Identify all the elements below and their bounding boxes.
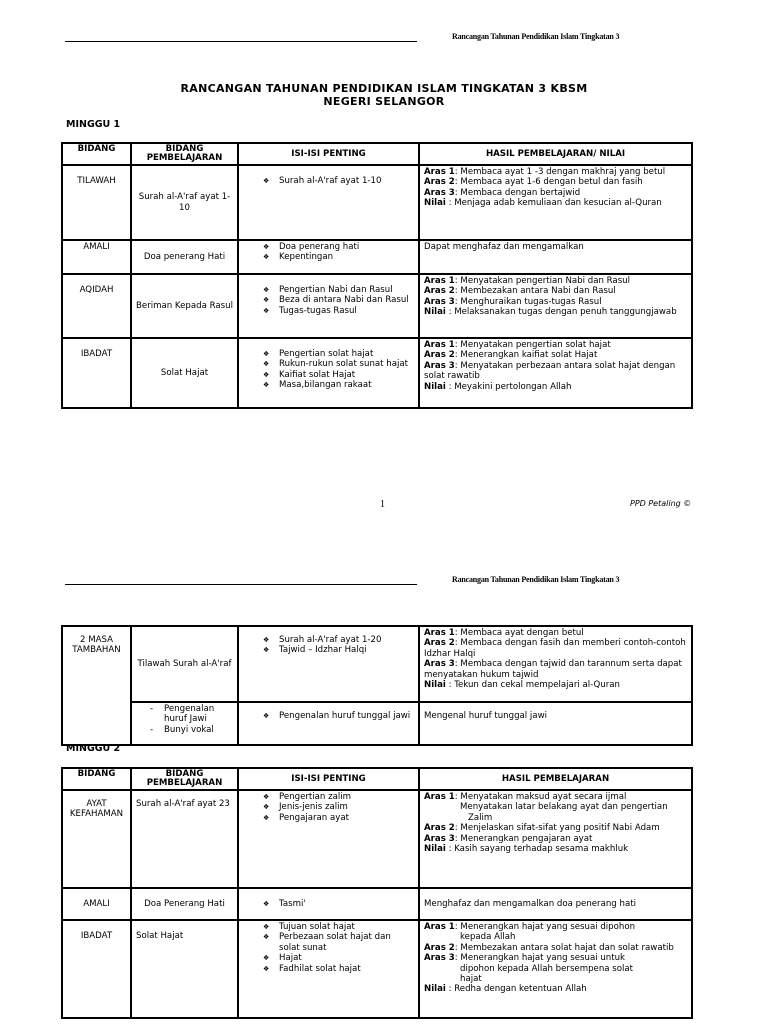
col-header-isi: ISI-ISI PENTING: [238, 143, 419, 165]
col-header-bidang-pembelajaran: BIDANG PEMBELAJARAN: [131, 768, 238, 790]
cell-hasil: [419, 920, 692, 1018]
header-rule: [65, 584, 417, 585]
cell-hasil: [419, 790, 692, 888]
week-2-table: [61, 767, 693, 1019]
header-rule: [65, 41, 417, 42]
list-item: ❖ Surah al-A'raf ayat 1-20: [263, 635, 414, 645]
hasil-line: kepada Allah: [460, 932, 516, 943]
list-item: ❖ Perbezaan solat hajat dan solat sunat: [263, 932, 414, 953]
hasil-line: Zalim: [468, 812, 493, 823]
cell-bidang-pembelajaran: Solat Hajat: [131, 920, 238, 1018]
hasil-line: Aras 1: Membaca ayat dengan betul: [424, 628, 584, 638]
hasil-line: Aras 3: Membaca dengan tajwid dan tarannum serta dapat menyatakan hukum tajwid: [424, 659, 682, 680]
hasil-line: Nilai : Melaksanakan tugas dengan penuh tanggungjawab: [424, 307, 677, 318]
hasil-line: Aras 3: Menerangkan pengajaran ayat: [424, 833, 593, 844]
week-1-table: [61, 142, 693, 409]
list-item: ❖ Pengertian solat hajat: [263, 349, 414, 359]
hasil-line: Aras 2: Menjelaskan sifat-sifat yang positif Nabi Adam: [424, 823, 660, 834]
list-item: ❖ Hajat: [263, 953, 414, 963]
list-item: - Pengenalan huruf Jawi: [150, 704, 233, 725]
hasil-line: Aras 2: Membezakan antara Nabi dan Rasul: [424, 286, 616, 297]
cell-bidang: IBADAT: [62, 338, 131, 408]
hasil-line: Nilai : Kasih sayang terhadap sesama makhluk: [424, 844, 629, 855]
hasil-line: Aras 2: Membaca dengan fasih dan memberi contoh-contoh Idzhar Halqi: [424, 638, 686, 659]
hasil-line: Aras 1: Menyatakan pengertian Nabi dan Rasul: [424, 276, 631, 286]
list-item: ❖ Jenis-jenis zalim: [263, 802, 414, 812]
list-item: ❖ Pengertian Nabi dan Rasul: [263, 285, 414, 295]
cell-hasil: [419, 888, 692, 920]
running-title: Rancangan Tahunan Pendidikan Islam Tingkatan 3: [452, 575, 620, 584]
hasil-line: Aras 1: Membaca ayat 1 -3 dengan makhraj yang betul: [424, 167, 666, 177]
list-item: - Bunyi vokal: [150, 725, 233, 735]
cell-hasil: [419, 626, 692, 702]
list-item: ❖ Kaifiat solat Hajat: [263, 370, 414, 380]
list-item: ❖ Pengajaran ayat: [263, 813, 414, 823]
list-item: ❖ Tasmi': [263, 899, 414, 909]
week-1-label: MINGGU 1: [66, 119, 121, 130]
title-line-2: NEGERI SELANGOR: [323, 95, 445, 108]
cell-bidang: IBADAT: [62, 920, 131, 1018]
hasil-line: Aras 1: Menyatakan pengertian solat hajat: [424, 340, 611, 350]
cell-hasil: [419, 274, 692, 338]
hasil-line: Menyatakan latar belakang ayat dan pengertian: [460, 802, 668, 813]
hasil-line: hajat: [460, 974, 482, 985]
cell-isi: [238, 920, 419, 1018]
list-item: ❖ Tajwid – Idzhar Halqi: [263, 645, 414, 655]
list-item: ❖ Tujuan solat hajat: [263, 922, 414, 932]
hasil-line: Menghafaz dan mengamalkan doa penerang hati: [424, 898, 636, 909]
cell-hasil: [419, 165, 692, 240]
cell-bidang: AMALI: [62, 240, 131, 274]
list-item: ❖ Kepentingan: [263, 252, 414, 262]
list-item: ❖ Pengertian zalim: [263, 792, 414, 802]
cell-bidang: AYAT KEFAHAMAN: [62, 790, 131, 888]
cell-isi: [238, 274, 419, 338]
col-header-hasil: HASIL PEMBELAJARAN/ NILAI: [419, 143, 692, 165]
cell-bidang-pembelajaran: Surah al-A'raf ayat 1-10: [131, 165, 238, 240]
hasil-line: Nilai : Menjaga adab kemuliaan dan kesucian al-Quran: [424, 198, 662, 209]
table-row: [62, 790, 692, 888]
cell-bidang-pembelajaran: Tilawah Surah al-A'raf: [131, 626, 238, 702]
list-item: ❖ Pengenalan huruf tunggal jawi: [263, 711, 414, 721]
week-2-label: MINGGU 2: [66, 743, 121, 754]
table-row: [62, 702, 692, 745]
table-row: [62, 888, 692, 920]
cell-bidang-pembelajaran: Beriman Kepada Rasul: [131, 274, 238, 338]
cell-bidang: AQIDAH: [62, 274, 131, 338]
page-number: 1: [380, 499, 385, 510]
col-header-bidang: BIDANG: [62, 768, 131, 790]
cell-isi: [238, 702, 419, 745]
hasil-line: Nilai : Tekun dan cekal mempelajari al-Quran: [424, 680, 620, 691]
list-item: ❖ Masa,bilangan rakaat: [263, 380, 414, 390]
cell-hasil: [419, 240, 692, 274]
document-title: [0, 82, 768, 108]
cell-bidang-pembelajaran: Surah al-A'raf ayat 23: [131, 790, 238, 888]
hasil-line: Nilai : Redha dengan ketentuan Allah: [424, 984, 587, 995]
list-item: ❖ Fadhilat solat hajat: [263, 964, 414, 974]
list-item: ❖ Tugas-tugas Rasul: [263, 306, 414, 316]
table-row: [62, 626, 692, 702]
hasil-line: Aras 1: Menyatakan maksud ayat secara ijmal: [424, 792, 627, 802]
extra-time-table: [61, 625, 693, 746]
cell-isi: [238, 888, 419, 920]
cell-bidang-pembelajaran: Doa Penerang Hati: [131, 888, 238, 920]
hasil-line: Dapat menghafaz dan mengamalkan: [424, 242, 584, 252]
table-row: [62, 338, 692, 408]
cell-bidang: TILAWAH: [62, 165, 131, 240]
table-row: [62, 920, 692, 1018]
cell-bidang-pembelajaran: Solat Hajat: [131, 338, 238, 408]
footer-credit: PPD Petaling ©: [630, 499, 692, 508]
title-line-1: RANCANGAN TAHUNAN PENDIDIKAN ISLAM TINGKATAN 3 KBSM: [180, 82, 588, 95]
cell-isi: [238, 165, 419, 240]
cell-bidang: 2 MASA TAMBAHAN: [62, 626, 131, 745]
col-header-isi: ISI-ISI PENTING: [238, 768, 419, 790]
list-item: ❖ Beza di antara Nabi dan Rasul: [263, 295, 414, 305]
list-item: ❖ Surah al-A'raf ayat 1-10: [263, 176, 414, 186]
running-title: Rancangan Tahunan Pendidikan Islam Tingkatan 3: [452, 32, 620, 41]
cell-hasil: [419, 702, 692, 745]
hasil-line: Aras 3: Menyatakan perbezaan antara solat hajat dengan solat rawatib: [424, 360, 676, 382]
hasil-line: Aras 3: Menerangkan hajat yang sesuai untuk: [424, 953, 626, 964]
col-header-bidang-pembelajaran: BIDANG PEMBELAJARAN: [131, 143, 238, 165]
hasil-line: Aras 3: Membaca dengan bertajwid: [424, 187, 581, 198]
hasil-line: Nilai : Meyakini pertolongan Allah: [424, 381, 572, 392]
cell-isi: [238, 338, 419, 408]
table-row: [62, 165, 692, 240]
cell-isi: [238, 240, 419, 274]
col-header-bidang: BIDANG: [62, 143, 131, 165]
hasil-line: Mengenal huruf tunggal jawi: [424, 711, 547, 721]
cell-bidang-pembelajaran: Doa penerang Hati: [131, 240, 238, 274]
hasil-line: dipohon kepada Allah bersempena solat: [460, 963, 634, 974]
cell-bidang: AMALI: [62, 888, 131, 920]
cell-isi: [238, 790, 419, 888]
col-header-hasil: HASIL PEMBELAJARAN: [419, 768, 692, 790]
hasil-line: Aras 2: Membaca ayat 1-6 dengan betul dan fasih: [424, 177, 643, 188]
list-item: ❖ Doa penerang hati: [263, 242, 414, 252]
cell-hasil: [419, 338, 692, 408]
hasil-line: Aras 2: Membezakan antara solat hajat dan solat rawatib: [424, 942, 674, 953]
list-item: ❖ Rukun-rukun solat sunat hajat: [263, 359, 414, 369]
cell-isi: [238, 626, 419, 702]
hasil-line: Aras 2: Menerangkan kaifiat solat Hajat: [424, 350, 598, 361]
hasil-line: Aras 1: Menerangkan hajat yang sesuai dipohon: [424, 922, 636, 932]
table-row: [62, 240, 692, 274]
cell-bidang-pembelajaran: [131, 702, 238, 745]
table-row: [62, 274, 692, 338]
hasil-line: Aras 3: Menghuraikan tugas-tugas Rasul: [424, 296, 602, 307]
